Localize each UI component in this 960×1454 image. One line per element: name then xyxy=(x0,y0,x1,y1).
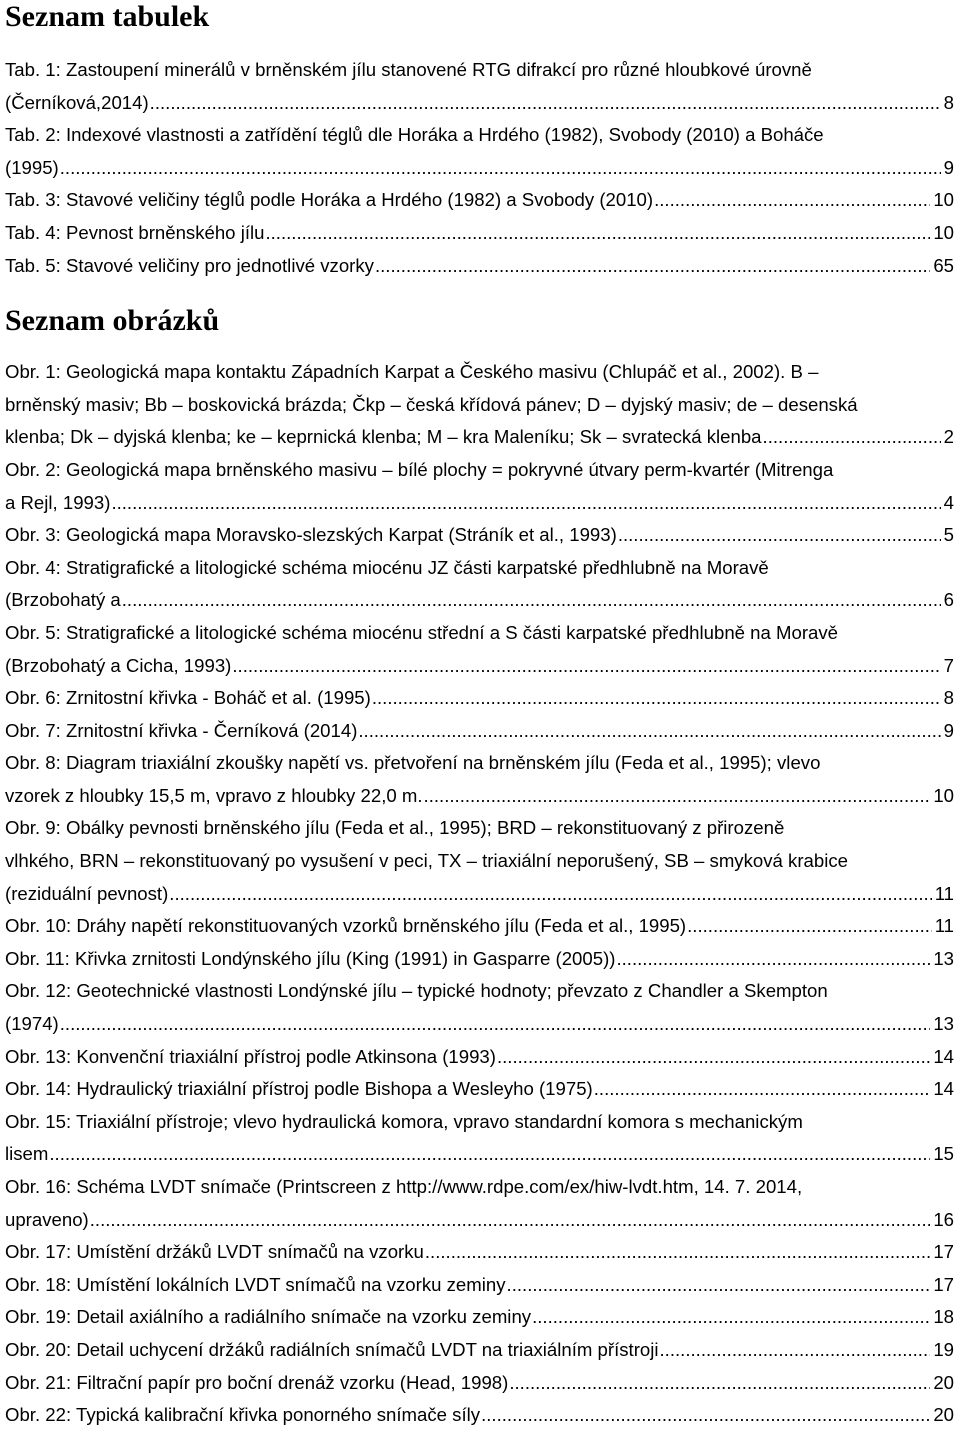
page-number: 17 xyxy=(933,1273,954,1295)
toc-entry-text: Geotechnické vlastnosti Londýnské jílu – typické hodnoty; převzato z Chandler a Skempton xyxy=(76,980,828,1002)
toc-entry-text: Pevnost brněnského jílu xyxy=(66,221,265,243)
toc-entry-line xyxy=(5,454,954,487)
toc-entry-last-line xyxy=(5,487,954,520)
dot-leader xyxy=(265,217,930,250)
toc-entry-last-line xyxy=(5,1269,954,1302)
toc-entry-label: Obr. 5: xyxy=(5,621,61,643)
toc-entry-last-line xyxy=(5,682,954,715)
figure-list-item[interactable] xyxy=(5,552,954,617)
dot-leader xyxy=(594,1073,931,1106)
page-number: 10 xyxy=(933,784,954,806)
figure-list-item[interactable] xyxy=(5,1367,954,1400)
page-number: 11 xyxy=(934,915,954,937)
toc-entry-line xyxy=(5,747,954,780)
figure-list-item[interactable] xyxy=(5,1171,954,1236)
dot-leader xyxy=(60,152,941,185)
toc-entry-last-line xyxy=(5,943,954,976)
page-number: 9 xyxy=(943,719,954,741)
toc-entry-text: Stratigrafické a litologické schéma miocénu JZ části karpatské předhlubně na Moravě xyxy=(65,556,769,578)
figure-list-item[interactable] xyxy=(5,1236,954,1269)
page-number: 19 xyxy=(933,1338,954,1360)
page-number: 18 xyxy=(933,1306,954,1328)
toc-entry-label: Obr. 15: xyxy=(5,1110,72,1132)
toc-entry-label: Obr. 4: xyxy=(5,556,61,578)
page-number: 20 xyxy=(933,1404,954,1426)
toc-entry-last-line xyxy=(5,1073,954,1106)
toc-entry-label: Obr. 9: xyxy=(5,817,61,839)
toc-entry-label: Obr. 17: xyxy=(5,1241,72,1263)
toc-entry-line xyxy=(5,812,954,845)
figure-list-item[interactable] xyxy=(5,682,954,715)
toc-entry-line xyxy=(5,54,954,87)
page-number: 17 xyxy=(933,1241,954,1263)
toc-entry-label: Obr. 3: xyxy=(5,524,61,546)
toc-entry-line xyxy=(5,1106,954,1139)
toc-entry-last-line xyxy=(5,1236,954,1269)
toc-entry-text: Zrnitostní křivka - Černíková (2014) xyxy=(65,719,358,741)
figure-list-item[interactable] xyxy=(5,747,954,812)
toc-entry-text: Zastoupení minerálů v brněnském jílu stanovené RTG difrakcí pro různé hloubkové úrovně xyxy=(66,59,812,80)
list-of-figures xyxy=(5,356,954,1432)
toc-entry-line xyxy=(5,975,954,1008)
toc-entry-text: brněnský masiv; Bb – boskovická brázda; Čkp – česká křídová pánev; D – dyjský masiv; de – desenská xyxy=(5,393,858,415)
toc-entry-text: Geologická mapa brněnského masivu – bílé plochy = pokryvné útvary perm-kvartér (Mitrenga xyxy=(65,458,834,480)
toc-entry-label: Tab. 2: xyxy=(5,124,61,146)
toc-entry-text: vlhkého, BRN – rekonstituovaný po vysušení v peci, TX – triaxiální neporušený, SB – smyková krabice xyxy=(5,850,848,872)
toc-entry-line xyxy=(5,552,954,585)
dot-leader xyxy=(497,1041,930,1074)
toc-entry-last-line xyxy=(5,1041,954,1074)
page-number: 2 xyxy=(943,426,954,448)
toc-entry-label: Obr. 21: xyxy=(5,1371,72,1393)
page-number: 8 xyxy=(943,687,954,709)
list-of-tables-heading: Seznam tabulek xyxy=(5,0,210,33)
toc-entry-line xyxy=(5,389,954,422)
toc-entry-text: a Rejl, 1993) xyxy=(5,491,111,513)
dot-leader xyxy=(509,1367,930,1400)
figure-list-item[interactable] xyxy=(5,943,954,976)
toc-entry-text: Stavové veličiny téglů podle Horáka a Hrdého (1982) a Svobody (2010) xyxy=(66,189,654,211)
dot-leader xyxy=(60,1008,931,1041)
toc-entry-last-line xyxy=(5,878,954,911)
toc-entry-text: Umístění lokálních LVDT snímačů na vzorku zeminy xyxy=(76,1273,506,1295)
page-number: 8 xyxy=(943,91,954,113)
dot-leader xyxy=(425,1236,930,1269)
toc-entry-last-line xyxy=(5,910,954,943)
toc-entry-last-line xyxy=(5,715,954,748)
toc-entry-label: Obr. 18: xyxy=(5,1273,72,1295)
page-number: 7 xyxy=(943,654,954,676)
toc-entry-text: (reziduální pevnost) xyxy=(5,882,169,904)
toc-entry-last-line xyxy=(5,1301,954,1334)
toc-entry-line xyxy=(5,845,954,878)
toc-entry-text: Dráhy napětí rekonstituovaných vzorků brněnského jílu (Feda et al., 1995) xyxy=(76,915,687,937)
table-list-item[interactable] xyxy=(5,217,954,250)
toc-entry-text: (1974) xyxy=(5,1013,59,1035)
dot-leader xyxy=(763,421,941,454)
toc-entry-label: Obr. 7: xyxy=(5,719,61,741)
page-number: 5 xyxy=(943,524,954,546)
dot-leader xyxy=(616,943,930,976)
page-number: 65 xyxy=(933,254,954,276)
toc-entry-last-line xyxy=(5,1008,954,1041)
toc-entry-last-line xyxy=(5,250,954,283)
toc-entry-line xyxy=(5,617,954,650)
toc-entry-label: Tab. 5: xyxy=(5,254,61,276)
toc-entry-last-line xyxy=(5,1334,954,1367)
dot-leader xyxy=(358,715,940,748)
figure-list-item[interactable] xyxy=(5,812,954,910)
dot-leader xyxy=(618,519,941,552)
toc-entry-label: Obr. 22: xyxy=(5,1404,72,1426)
toc-entry-text: Typická kalibrační křivka ponorného snímače síly xyxy=(76,1404,481,1426)
toc-entry-last-line xyxy=(5,152,954,185)
toc-entry-label: Obr. 1: xyxy=(5,361,61,383)
toc-entry-text: (Brzobohatý a xyxy=(5,589,121,611)
toc-entry-text: Zrnitostní křivka - Boháč et al. (1995) xyxy=(65,687,371,709)
dot-leader xyxy=(687,910,932,943)
toc-entry-label: Obr. 10: xyxy=(5,915,72,937)
figure-list-item[interactable] xyxy=(5,910,954,943)
toc-entry-last-line xyxy=(5,1399,954,1432)
toc-entry-text: (Brzobohatý a Cicha, 1993) xyxy=(5,654,232,676)
page-number: 14 xyxy=(933,1078,954,1100)
dot-leader xyxy=(232,650,940,683)
page-number: 14 xyxy=(933,1045,954,1067)
dot-leader xyxy=(654,184,930,217)
toc-entry-text: Křivka zrnitosti Londýnského jílu (King (1991) in Gasparre (2005)) xyxy=(74,947,616,969)
toc-entry-label: Obr. 6: xyxy=(5,687,61,709)
toc-entry-label: Obr. 14: xyxy=(5,1078,72,1100)
toc-entry-text: Stavové veličiny pro jednotlivé vzorky xyxy=(66,254,374,276)
figure-list-item[interactable] xyxy=(5,1041,954,1074)
toc-entry-text: klenba; Dk – dyjská klenba; ke – keprnická klenba; M – kra Maleníku; Sk – svratecká klenba xyxy=(5,426,762,448)
toc-entry-text: Stratigrafické a litologické schéma miocénu střední a S části karpatské předhlubně na Moravě xyxy=(65,621,839,643)
page-number: 11 xyxy=(934,882,954,904)
list-of-tables xyxy=(5,54,954,282)
figure-list-item[interactable] xyxy=(5,1334,954,1367)
toc-entry-text: Schéma LVDT snímače (Printscreen z http://www.rdpe.com/ex/hiw-lvdt.htm, 14. 7. 2014, xyxy=(76,1176,803,1197)
dot-leader xyxy=(481,1399,930,1432)
dot-leader xyxy=(90,1204,931,1237)
toc-entry-text: Geologická mapa Moravsko-slezských Karpat (Stráník et al., 1993) xyxy=(65,524,617,546)
toc-entry-line xyxy=(5,119,954,152)
figure-list-item[interactable] xyxy=(5,1073,954,1106)
page-number: 20 xyxy=(933,1371,954,1393)
toc-entry-last-line xyxy=(5,184,954,217)
figure-list-item[interactable] xyxy=(5,519,954,552)
page-number: 9 xyxy=(943,156,954,178)
toc-entry-text: lisem xyxy=(5,1143,49,1165)
table-list-item[interactable] xyxy=(5,119,954,184)
page-number: 10 xyxy=(933,221,954,243)
figure-list-item[interactable] xyxy=(5,1269,954,1302)
toc-entry-last-line xyxy=(5,584,954,617)
toc-entry-label: Obr. 20: xyxy=(5,1338,72,1360)
page-number: 13 xyxy=(933,947,954,969)
toc-entry-text: Konvenční triaxiální přístroj podle Atkinsona (1993) xyxy=(76,1045,496,1067)
dot-leader xyxy=(375,250,930,283)
figure-list-item[interactable] xyxy=(5,1399,954,1432)
dot-leader xyxy=(49,1138,930,1171)
toc-entry-label: Obr. 19: xyxy=(5,1306,72,1328)
dot-leader xyxy=(150,87,941,120)
toc-entry-text: Indexové vlastnosti a zatřídění téglů dle Horáka a Hrdého (1982), Svobody (2010) a Boháče xyxy=(66,124,824,146)
page-number: 4 xyxy=(943,491,954,513)
toc-entry-text: (1995) xyxy=(5,156,59,178)
toc-entry-label: Tab. 3: xyxy=(5,189,61,211)
toc-entry-line xyxy=(5,356,954,389)
dot-leader xyxy=(111,487,940,520)
toc-entry-last-line xyxy=(5,780,954,813)
toc-entry-text: (Černíková,2014) xyxy=(5,91,149,113)
toc-entry-label: Obr. 12: xyxy=(5,980,72,1002)
toc-entry-text: Diagram triaxiální zkoušky napětí vs. přetvoření na brněnském jílu (Feda et al., 1995); vlevo xyxy=(65,752,821,774)
toc-entry-last-line xyxy=(5,1204,954,1237)
toc-entry-label: Obr. 11: xyxy=(5,947,70,969)
dot-leader xyxy=(122,584,941,617)
list-of-figures-heading: Seznam obrázků xyxy=(5,304,220,338)
dot-leader xyxy=(372,682,941,715)
dot-leader xyxy=(507,1269,931,1302)
dot-leader xyxy=(660,1334,931,1367)
figure-list-item[interactable] xyxy=(5,975,954,1040)
toc-entry-text: Geologická mapa kontaktu Západních Karpat a Českého masivu (Chlupáč et al., 2002). B – xyxy=(65,361,819,383)
toc-entry-last-line xyxy=(5,1367,954,1400)
figure-list-item[interactable] xyxy=(5,617,954,682)
table-list-item[interactable] xyxy=(5,184,954,217)
page-number: 16 xyxy=(933,1208,954,1230)
toc-entry-text: Detail uchycení držáků radiálních snímačů LVDT na triaxiálním přístroji xyxy=(76,1338,659,1360)
toc-entry-last-line xyxy=(5,519,954,552)
dot-leader xyxy=(169,878,931,911)
toc-entry-label: Obr. 2: xyxy=(5,458,61,480)
toc-entry-text: vzorek z hloubky 15,5 m, vpravo z hloubky 22,0 m. xyxy=(5,784,423,806)
figure-list-item[interactable] xyxy=(5,356,954,454)
toc-entry-last-line xyxy=(5,87,954,120)
toc-entry-last-line xyxy=(5,1138,954,1171)
toc-entry-label: Tab. 1: xyxy=(5,59,61,80)
toc-entry-last-line xyxy=(5,217,954,250)
toc-entry-last-line xyxy=(5,421,954,454)
toc-entry-label: Obr. 8: xyxy=(5,752,61,774)
table-list-item[interactable] xyxy=(5,54,954,119)
toc-entry-text: Hydraulický triaxiální přístroj podle Bishopa a Wesleyho (1975) xyxy=(76,1078,593,1100)
toc-entry-text: upraveno) xyxy=(5,1208,89,1230)
figure-list-item[interactable] xyxy=(5,1301,954,1334)
table-list-item[interactable] xyxy=(5,250,954,283)
toc-entry-text: Obálky pevnosti brněnského jílu (Feda et al., 1995); BRD – rekonstituovaný z přirozeně xyxy=(65,817,785,839)
toc-entry-text: Filtrační papír pro boční drenáž vzorku (Head, 1998) xyxy=(76,1371,509,1393)
page-number: 6 xyxy=(943,589,954,611)
page-number: 13 xyxy=(933,1013,954,1035)
figure-list-item[interactable] xyxy=(5,454,954,519)
toc-entry-label: Obr. 13: xyxy=(5,1045,72,1067)
toc-entry-text: Detail axiálního a radiálního snímače na vzorku zeminy xyxy=(76,1306,532,1328)
toc-entry-text: Umístění držáků LVDT snímačů na vzorku xyxy=(76,1241,424,1263)
page-number: 15 xyxy=(933,1143,954,1165)
dot-leader xyxy=(532,1301,930,1334)
figure-list-item[interactable] xyxy=(5,1106,954,1171)
toc-entry-last-line xyxy=(5,650,954,683)
page-number: 10 xyxy=(933,189,954,211)
toc-entry-line xyxy=(5,1171,954,1204)
toc-entry-label: Obr. 16: xyxy=(5,1176,72,1197)
figure-list-item[interactable] xyxy=(5,715,954,748)
dot-leader xyxy=(424,780,931,813)
toc-entry-text: Triaxiální přístroje; vlevo hydraulická komora, vpravo standardní komora s mechanickým xyxy=(76,1110,803,1132)
toc-entry-label: Tab. 4: xyxy=(5,221,61,243)
